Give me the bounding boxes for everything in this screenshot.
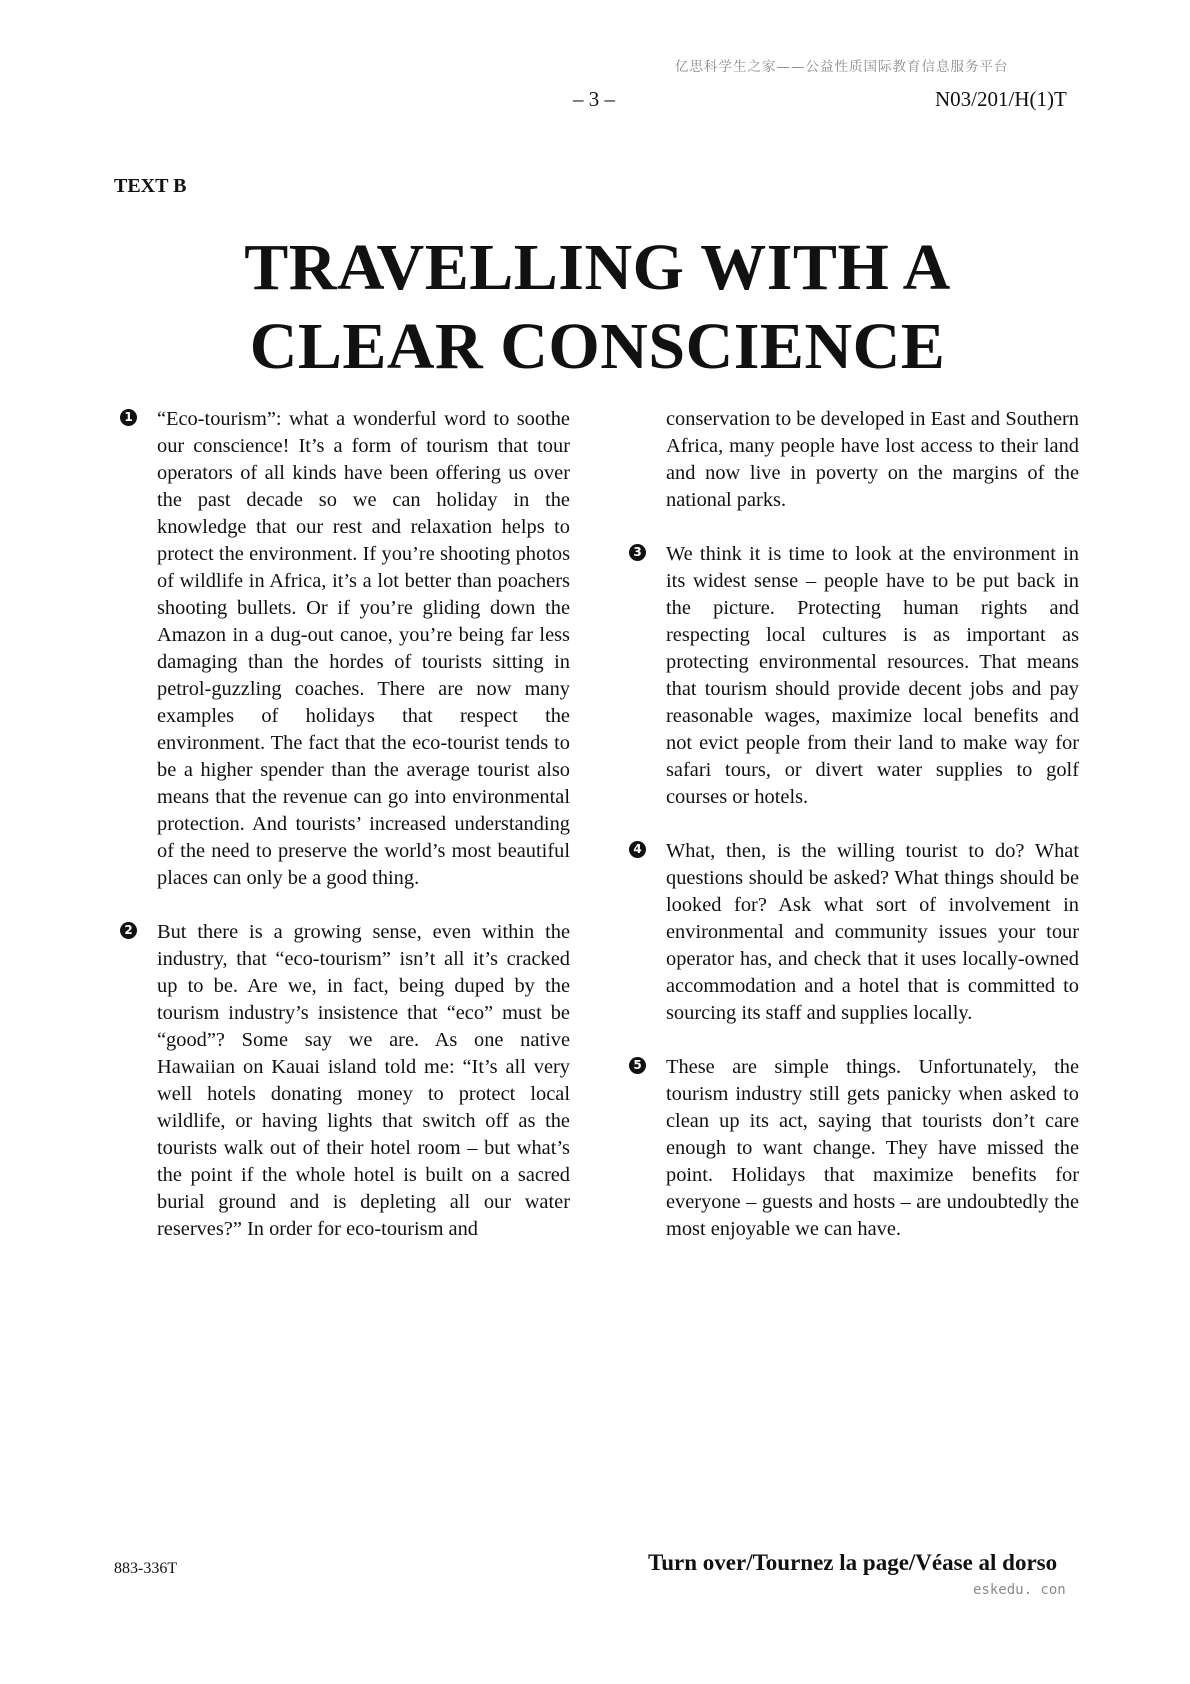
paragraph-2-continuation — [666, 406, 1079, 514]
title-line-2: CLEAR CONSCIENCE — [249, 310, 946, 383]
footer-code: 883-336T — [114, 1560, 178, 1577]
page-number: – 3 – — [573, 87, 615, 111]
header-watermark: 亿思科学生之家——公益性质国际教育信息服务平台 — [675, 59, 1009, 75]
paragraph-number-3: 3 — [629, 544, 646, 561]
paragraph-number-4: 4 — [629, 841, 646, 858]
title-line-1: TRAVELLING WITH A — [244, 231, 951, 304]
paragraph-3-text: We think it is time to look at the environment in its widest sense – people have to be put back in the picture. Protecting human rights and respecting local cultures is as important as protecting environmental resources. That means that tourism should provide decent jobs and pay reasonable wages, maximize local benefits and not evict people from their land to make way for safari tours, or divert water supplies to golf courses or hotels. — [666, 543, 1079, 808]
paragraph-4 — [633, 838, 1079, 1027]
paragraph-4-text: What, then, is the willing tourist to do? What questions should be asked? What things should be looked for? Ask what sort of involvement in environmental and community issues your tour operator has, and check that it uses locally-owned accommodation and a hotel that is committed to sourcing its staff and supplies locally. — [666, 840, 1079, 1024]
paragraph-number-1: 1 — [120, 409, 137, 426]
paragraph-number-2: 2 — [120, 922, 137, 939]
right-column — [633, 406, 1079, 1270]
turn-over-label: Turn over/Tournez la page/Véase al dorso — [648, 1550, 1058, 1575]
footer-watermark: eskedu. con — [973, 1582, 1066, 1598]
paragraph-3 — [633, 541, 1079, 811]
section-label: TEXT B — [114, 175, 187, 197]
document-code: N03/201/H(1)T — [935, 87, 1067, 111]
paragraph-2-text: But there is a growing sense, even within the industry, that “eco-tourism” isn’t all it’s cracked up to be. Are we, in fact, being duped by the tourism industry’s insistence that “eco” must be “good”? Some say we are. As one native Hawaiian on Kauai island told me: “It’s all very well hotels donating money to protect local wildlife, or having lights that switch off as the tourists walk out of their hotel room – but what’s the point if the whole hotel is built on a sacred burial ground and is depleting all our water reserves?” In order for eco-tourism and — [157, 921, 570, 1240]
paragraph-2 — [124, 919, 570, 1243]
paragraph-5 — [633, 1054, 1079, 1243]
article-title — [140, 228, 1055, 386]
paragraph-5-text: These are simple things. Unfortunately, the tourism industry still gets panicky when asked to clean up its act, saying that tourists don’t care enough to want change. They have missed the point. Holidays that maximize benefits for everyone – guests and hosts – are undoubtedly the most enjoyable we can have. — [666, 1056, 1079, 1240]
paragraph-2-continuation-text: conservation to be developed in East and Southern Africa, many people have lost access to their land and now live in poverty on the margins of the national parks. — [666, 408, 1079, 511]
paragraph-1 — [124, 406, 570, 892]
left-column — [124, 406, 570, 1270]
paragraph-number-5: 5 — [629, 1057, 646, 1074]
paragraph-1-text: “Eco-tourism”: what a wonderful word to soothe our conscience! It’s a form of tourism that tour operators of all kinds have been offering us over the past decade so we can holiday in the knowledge that our rest and relaxation helps to protect the environment. If you’re shooting photos of wildlife in Africa, it’s a lot better than poachers shooting bullets. Or if you’re gliding down the Amazon in a dug-out canoe, you’re being far less damaging than the hordes of tourists sitting in petrol-guzzling coaches. There are now many examples of holidays that respect the environment. The fact that the eco-tourist tends to be a higher spender than the average tourist also means that the revenue can go into environmental protection. And tourists’ increased understanding of the need to preserve the world’s most beautiful places can only be a good thing. — [157, 408, 570, 889]
